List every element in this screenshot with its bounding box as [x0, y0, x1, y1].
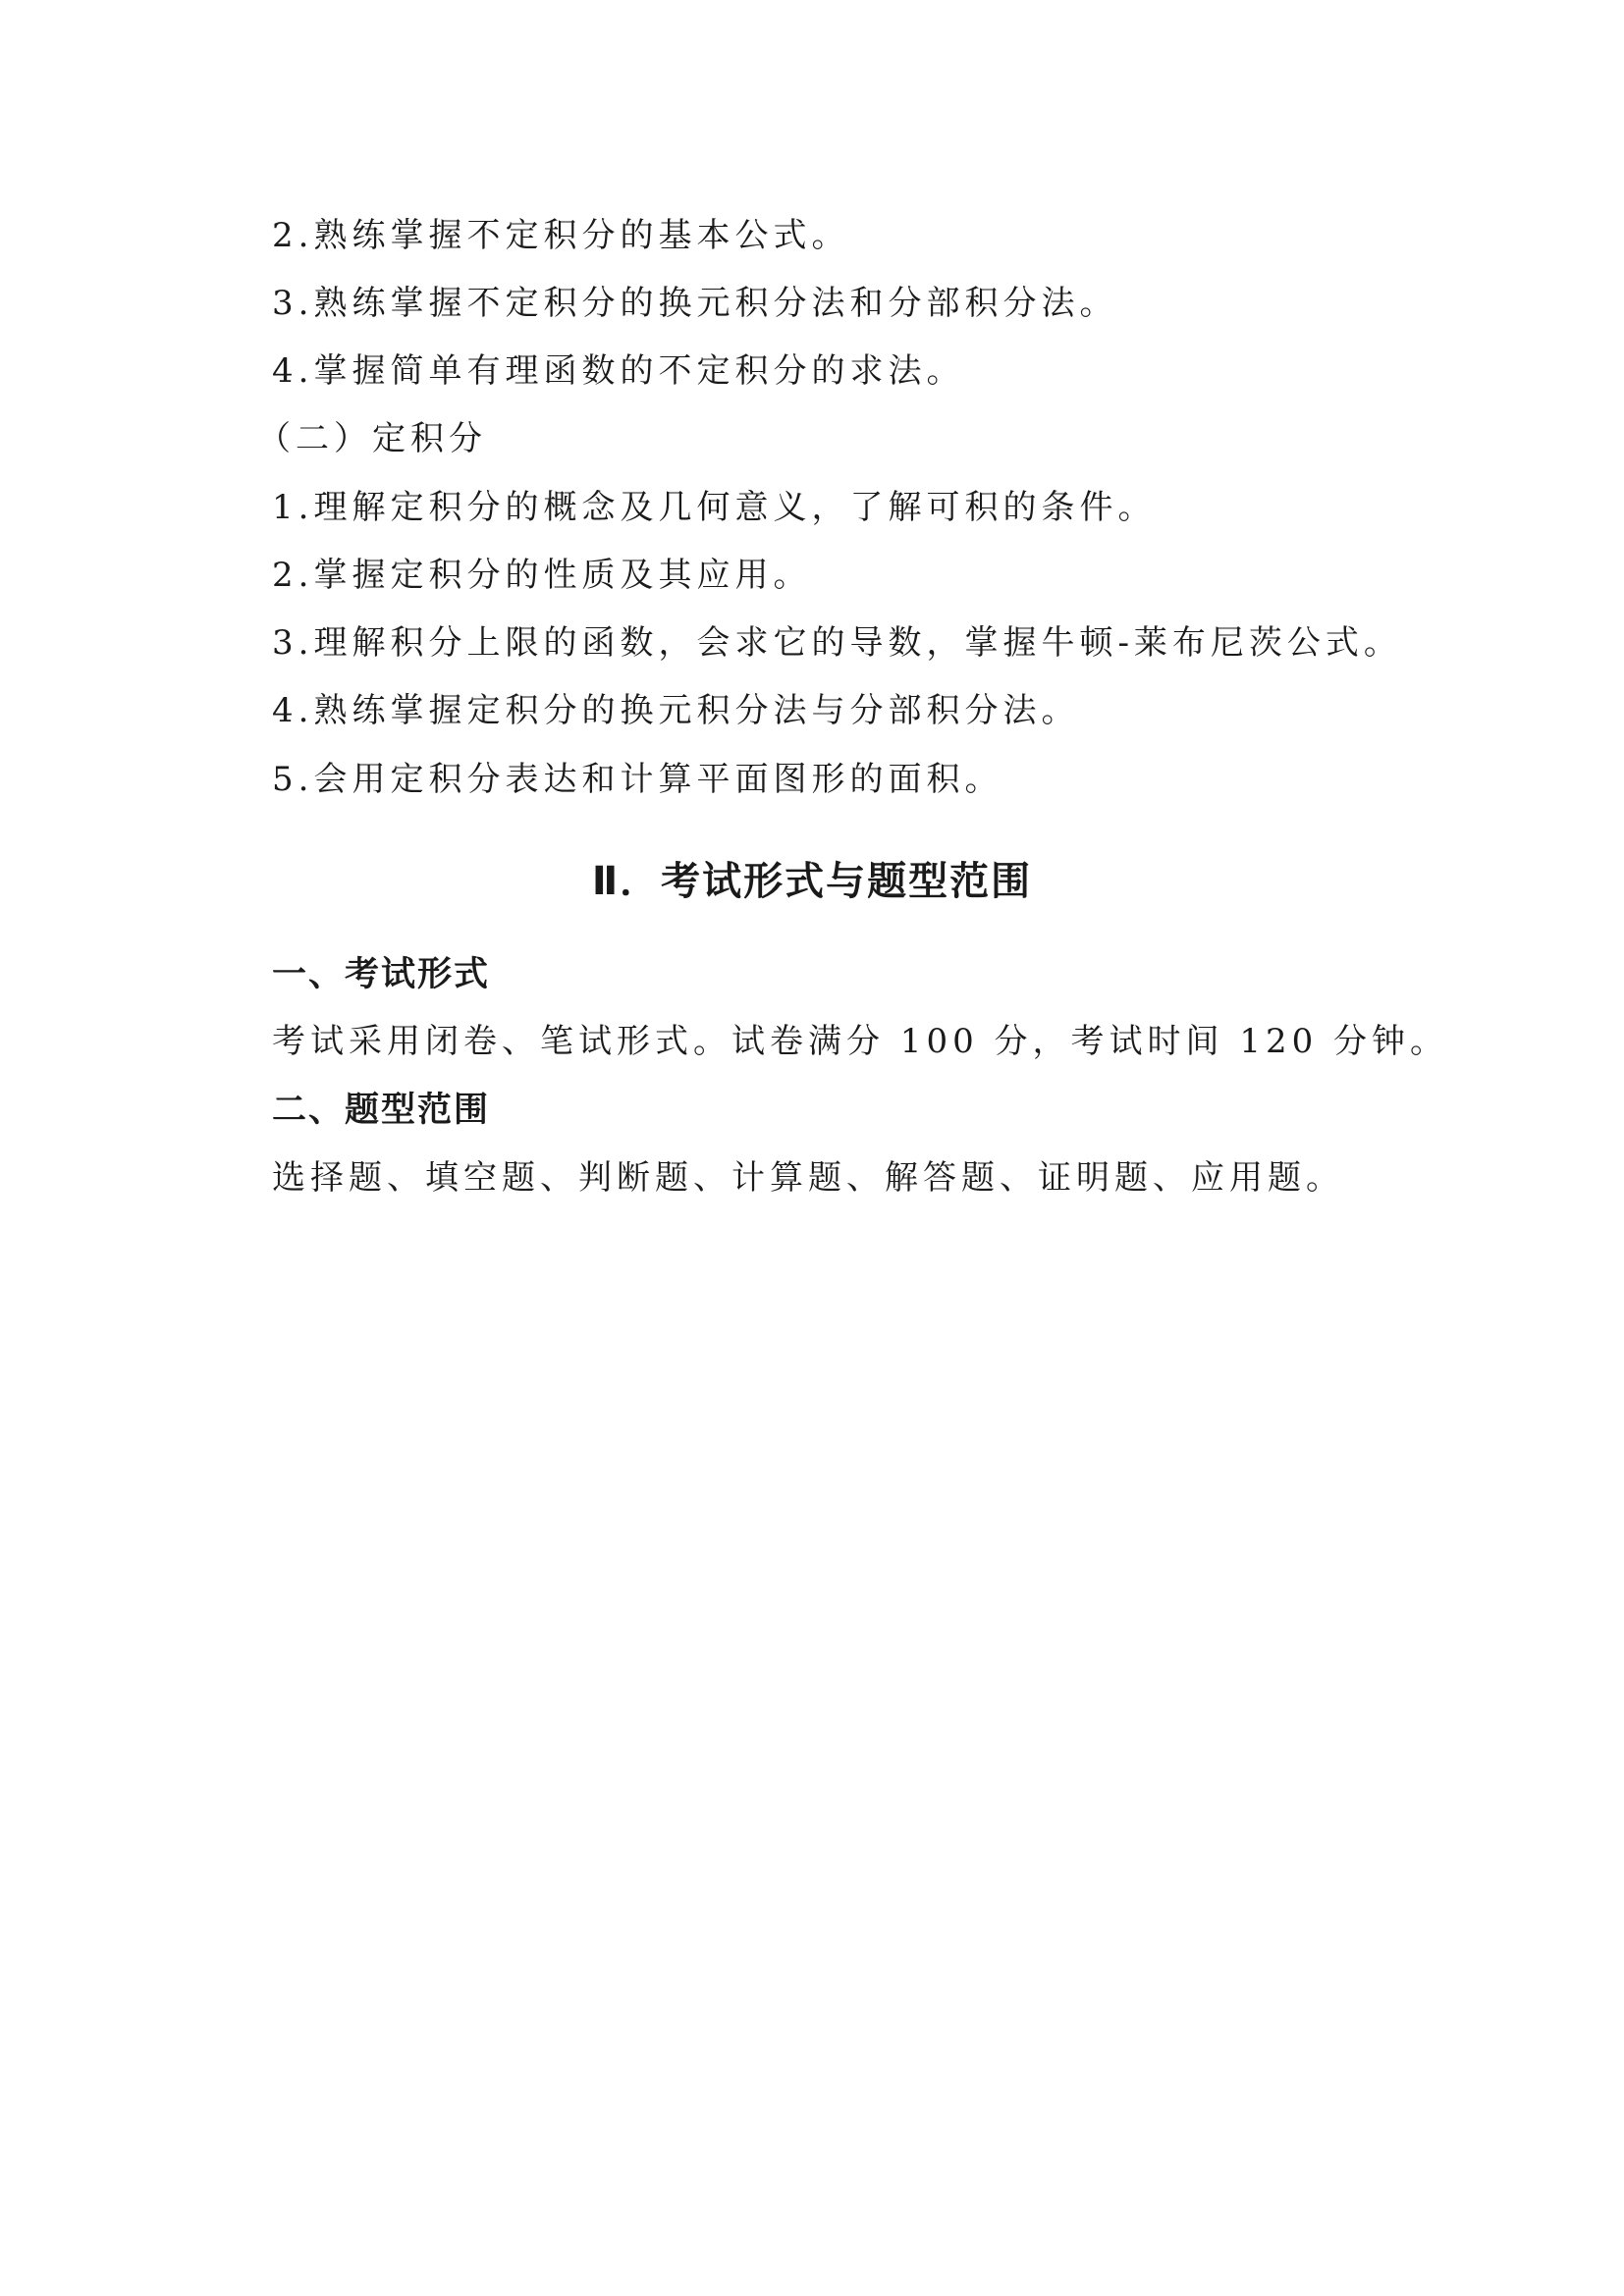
- definite-integral-item-5: 5.会用定积分表达和计算平面图形的面积。: [272, 760, 1003, 799]
- exam-form-heading: 一、考试形式: [272, 955, 491, 994]
- exam-form-text: 考试采用闭卷、笔试形式。试卷满分 100 分，考试时间 120 分钟。: [272, 1022, 1449, 1061]
- definite-integral-item-1: 1.理解定积分的概念及几何意义，了解可积的条件。: [272, 488, 1157, 527]
- definite-integral-item-2: 2.掌握定积分的性质及其应用。: [272, 556, 812, 595]
- definite-integral-heading: （二）定积分: [257, 419, 487, 458]
- section-ii-title: Ⅱ．考试形式与题型范围: [591, 859, 1033, 904]
- indefinite-integral-item-2: 2.熟练掌握不定积分的基本公式。: [272, 216, 850, 255]
- question-types-text: 选择题、填空题、判断题、计算题、解答题、证明题、应用题。: [272, 1158, 1344, 1198]
- indefinite-integral-item-3: 3.熟练掌握不定积分的换元积分法和分部积分法。: [272, 284, 1118, 323]
- definite-integral-item-4: 4.熟练掌握定积分的换元积分法与分部积分法。: [272, 691, 1080, 730]
- indefinite-integral-item-4: 4.掌握简单有理函数的不定积分的求法。: [272, 351, 965, 391]
- definite-integral-item-3: 3.理解积分上限的函数，会求它的导数，掌握牛顿-莱布尼茨公式。: [272, 623, 1402, 663]
- question-types-heading: 二、题型范围: [272, 1091, 491, 1130]
